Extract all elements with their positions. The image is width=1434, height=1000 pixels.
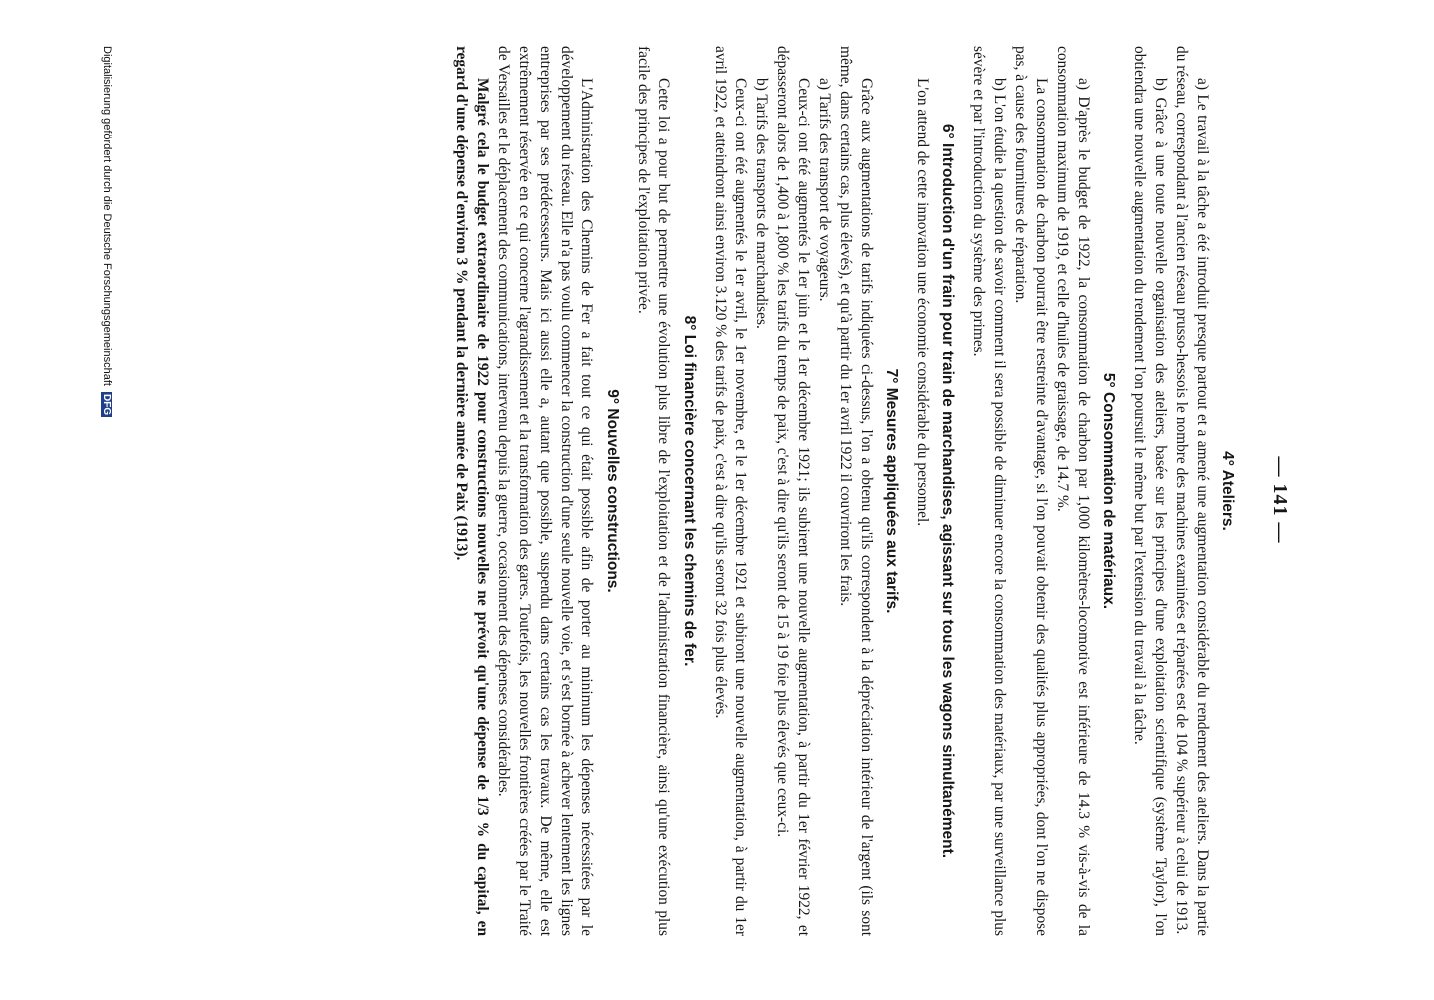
section-9-title: 9° Nouvelles constructions. <box>603 389 621 593</box>
section-9-paragraph-1: L'Administration des Chemins de Fer a fait tout ce qui était possible afin de porter au minimum les dépenses nécessitées par le développement du réseau. Elle n'a pas voulu commencer la construction d'une seule nouvelle voie, et s'est bornée à achever lentement les lignes entreprises par ses prédécesseurs. Mais ici aussi elle a, autant que possible, suspendu dans certains cas les travaux. De même, elle est extrêmement réservée en ce qui concerne l'agrandissement et la transformation des gares. Toutefois, les nouvelles frontières créées par le Traité de Versailles et le déplacement des communications, intervenu depuis la guerre, occasionnent des dépenses considérables. <box>494 46 596 936</box>
section-7-paragraph-a: Ceux-ci ont été augmentés le 1er juin et le 1er décembre 1921; ils subirent une nouvelle augmentation, à partir du 1er février 1922, et dépasseront alors de 1,400 à 1,800 % les tarifs du temps de paix, c'est à dire qu'ils seront de 15 à 19 foie plus élevés que ceux-ci. <box>774 46 813 936</box>
section-4-title: 4° Ateliers. <box>1219 451 1236 531</box>
section-5-paragraph-b: b) L'on étudie la question de savoir comment il sera possible de diminuer encore la consommation des matériaux, par une surveillance plus sévère et par l'introduction du système des primes. <box>970 46 1009 936</box>
section-7-subheading-b: b) Tarifs des transports de marchandises. <box>753 78 771 329</box>
section-5-paragraph-2: La consommation de charbon pourrait être restreinte d'avantage, si l'on pouvait obtenir des qualités plus appropriées, dont l'on ne dispose pas, à cause des fournitures de réparation. <box>1012 46 1051 936</box>
document-body <box>450 46 1247 936</box>
section-5-paragraph-a: a) D'après le budget de 1922, la consommation de charbon par 1,000 kilomètres-locomotive est inférieure de 14.3 % vis-à-vis de la consommation maximum de 1919, et celle d'huiles de graissage, de 14.7 %. <box>1054 46 1092 936</box>
section-9-paragraph-2: Malgré cela le budget extraordinaire de 1922 pour constructions nouvelles ne prévoit qu'une dépense de 1/3 % du capital, en regard d'une dépense d'environ 3 % pendant la dernière année de Paix (1913). <box>452 46 491 936</box>
digitization-stamp <box>101 46 113 946</box>
section-8-paragraph: Cette loi a pour but de permettre une évolution plus libre de l'exploitation et de l'administration financière, ainsi qu'une exécution plus facile des principes de l'exploitation privée. <box>634 46 673 936</box>
section-6-paragraph: L'on attend de cette innovation une économie considérable du personnel. <box>914 78 932 527</box>
section-4-paragraph-b: b) Grâce à une toute nouvelle organisation des ateliers, basée sur les principes d'une exploitation scientifique (système Taylor), l'on obtiendra une nouvelle augmentation du rendement l'on poursuit le même but par l'extension du travail à la tâche. <box>1131 46 1169 936</box>
dfg-logo: DFG <box>101 394 112 416</box>
section-5-title: 5° Consommation de matériaux. <box>1100 372 1118 610</box>
digitization-stamp-text: Digitalisierung gefördert durch die Deutsche Forschungsgemeinschaft <box>101 46 113 386</box>
section-7-subheading-a: a) Tarifs des transport de voyageurs. <box>816 78 834 302</box>
rotated-document-page <box>87 10 1347 990</box>
section-8-title: 8° Loi financière concernant les chemins de fer. <box>680 315 698 667</box>
section-7-paragraph-intro: Grâce aux augmentations de tarifs indiquées ci-dessus, l'on a obtenu qu'ils correspondent à la dépréciation intérieur de l'argent (ils sont même, dans certains cas, plus élevés), et qu'à partir du 1er avril 1922 il couvriront les frais. <box>837 46 876 936</box>
section-7-paragraph-b: Ceux-ci ont été augmentés le 1er avril, le 1er novembre, et le 1er décembre 1921 et subiront une nouvelle augmentation, à partir du 1er avril 1922, et atteindront ainsi environ 3.120 % des tarifs de paix, c'est à dire qu'ils seront 32 fois plus élevés. <box>711 46 750 936</box>
section-6-title: 6° Introduction d'un frain pour train de marchandises, agissant sur tous les wagons simultanément. <box>939 123 957 859</box>
page-header: — 141 — <box>1269 456 1291 544</box>
section-7-title: 7° Mesures appliquées aux tarifs. <box>883 368 901 614</box>
section-4-paragraph-a: a) Le travail à la tâche a été introduit presque partout et a amené une augmentation considérable du rendement des ateliers. Dans la partie du réseau, correspondant à l'ancien réseau prusso-hessois le nombre des machines examinées et réparées est de 104 % supérieur à celui de 1913. <box>1172 46 1211 936</box>
